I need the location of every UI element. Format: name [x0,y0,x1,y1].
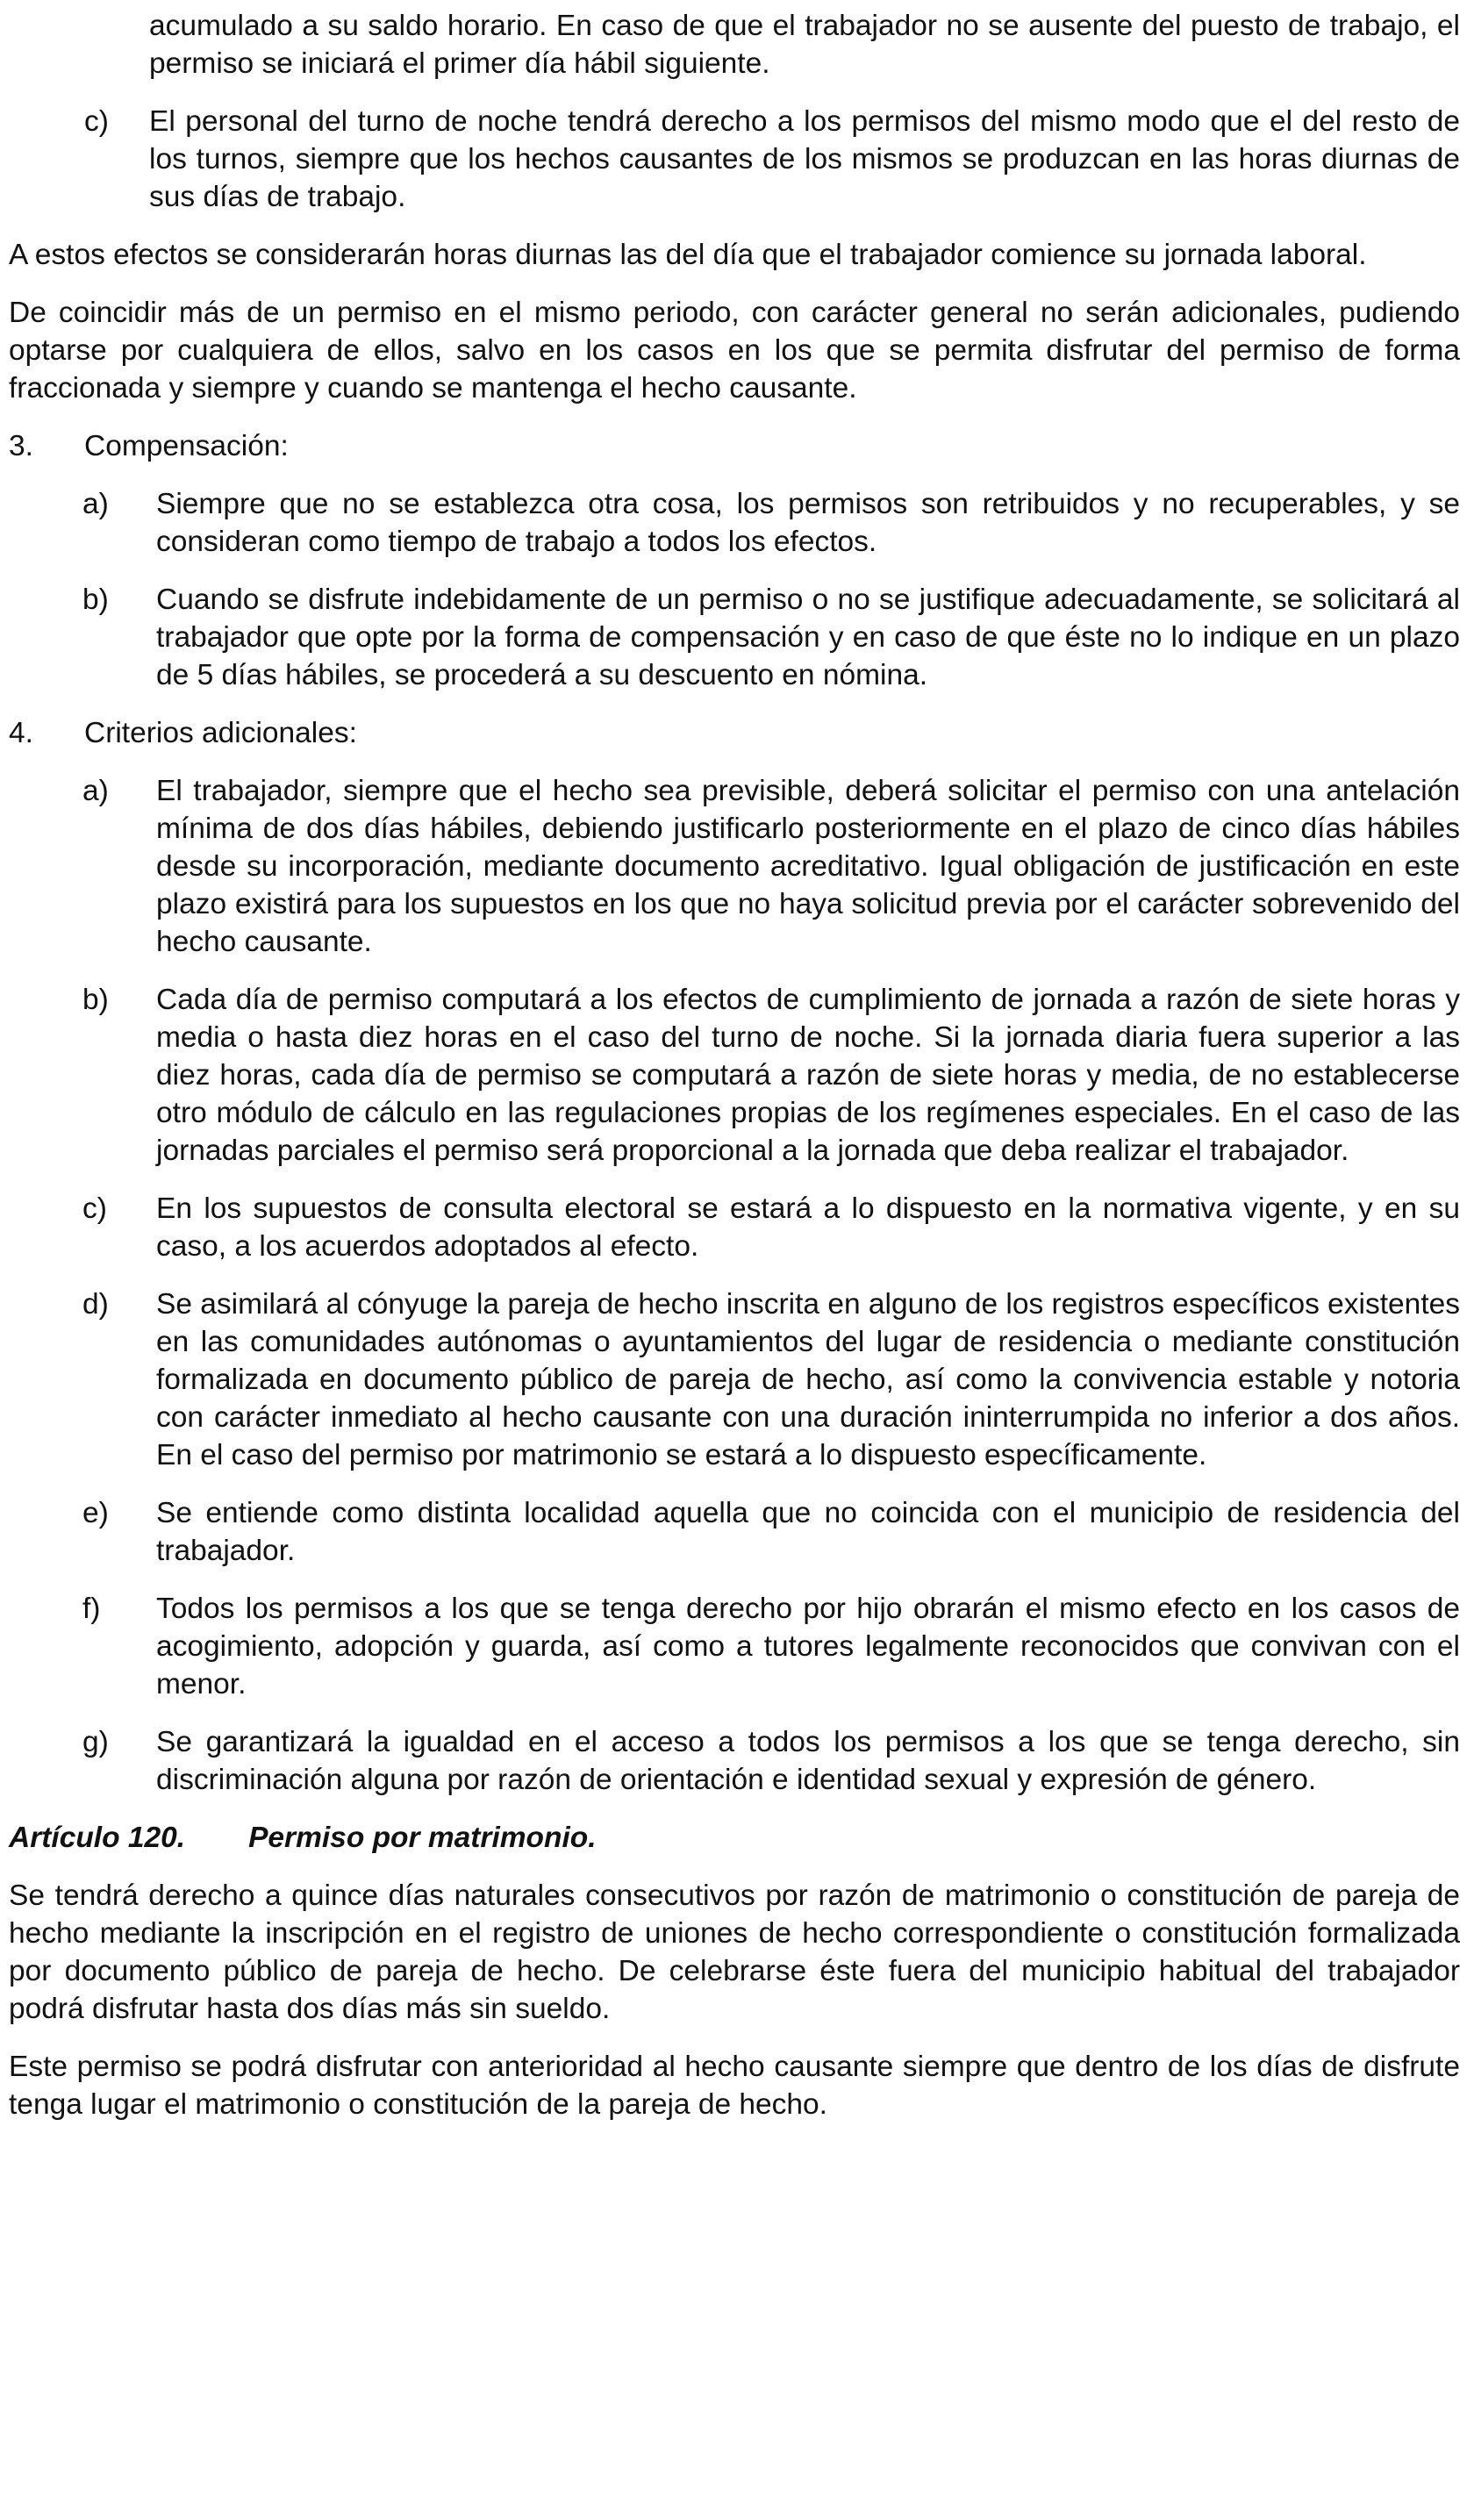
paragraph-horas-diurnas: A estos efectos se considerarán horas diurnas las del día que el trabajador comience su jornada laboral. [9,239,1367,271]
list-item-label: e) [82,1497,109,1529]
list-item [9,1190,1460,1265]
list-item-label: g) [82,1726,109,1758]
article-paragraph: Este permiso se podrá disfrutar con anterioridad al hecho causante siempre que dentro de los días de disfrute tenga lugar el matrimonio o constitución de la pareja de hecho. [9,2051,1460,2121]
list-item-text: Todos los permisos a los que se tenga derecho por hijo obrarán el mismo efecto en los casos de acogimiento, adopción y guarda, así como a tutores legalmente reconocidos que convivan con el menor. [156,1593,1460,1700]
list-item-label: c) [84,105,109,138]
list-item [9,1723,1460,1799]
list-item-text: Se garantizará la igualdad en el acceso a todos los permisos a los que se tenga derecho, sin discriminación alguna por razón de orientación e identidad sexual y expresión de género. [156,1726,1460,1796]
list-item-text: El personal del turno de noche tendrá derecho a los permisos del mismo modo que el del resto de los turnos, siempre que los hechos causantes de los mismos se produzcan en las horas diurnas de sus días de trabajo. [149,105,1460,213]
document-page [9,7,1460,2144]
list-item [9,1285,1460,1474]
article-number: Artículo 120. [9,1822,186,1854]
paragraph-coincidir-permisos: De coincidir más de un permiso en el mismo periodo, con carácter general no serán adicionales, pudiendo optarse por cualquiera de ellos, salvo en los casos en los que se permita disfrutar del permiso de forma fraccionada y siempre y cuando se mantenga el hecho causante. [9,297,1460,404]
list-item [9,772,1460,961]
section-number: 4. [9,717,33,749]
list-item-text: Siempre que no se establezca otra cosa, los permisos son retribuidos y no recuperables, y se consideran como tiempo de trabajo a todos los efectos. [156,488,1460,558]
list-item-text: Se asimilará al cónyuge la pareja de hecho inscrita en alguno de los registros específicos existentes en las comunidades autónomas o ayuntamientos del lugar de residencia o mediante constitución formalizada en documento público de pareja de hecho, así como la convivencia estable y notoria con carácter inmediato al hecho causante con una duración ininterrumpida no inferior a dos años. En el caso del permiso por matrimonio se estará a lo dispuesto específicamente. [156,1288,1461,1471]
list-item [9,1590,1460,1703]
list-item-label: b) [82,583,109,616]
list-item [9,981,1460,1170]
list-item-label: d) [82,1288,109,1321]
list-item [9,485,1460,561]
list-item-c-night-shift [9,103,1460,216]
list-item-label: a) [82,775,109,807]
section-title: Criterios adicionales: [84,717,357,749]
article-heading [9,1819,1460,1857]
list-item-label: a) [82,488,109,520]
list-item [9,1494,1460,1570]
section-heading-criterios [9,714,1460,752]
list-item-text: Cada día de permiso computará a los efectos de cumplimiento de jornada a razón de siete horas y media o hasta diez horas en el caso del turno de noche. Si la jornada diaria fuera superior a las diez horas, cada día de permiso se computará a razón de siete horas y media, de no establecerse otro módulo de cálculo en las regulaciones propias de los regímenes especiales. En el caso de las jornadas parciales el permiso será proporcional a la jornada que deba realizar el trabajador. [156,984,1460,1167]
list-item-label: b) [82,984,109,1016]
list-item-text: El trabajador, siempre que el hecho sea previsible, deberá solicitar el permiso con una antelación mínima de dos días hábiles, debiendo justificarlo posteriormente en el plazo de cinco días hábiles desde su incorporación, mediante documento acreditativo. Igual obligación de justificación en este plazo existirá para los supuestos en los que no haya solicitud previa por el carácter sobrevenido del hecho causante. [156,775,1460,958]
list-item-text: Se entiende como distinta localidad aquella que no coincida con el municipio de residencia del trabajador. [156,1497,1460,1567]
list-item-label: f) [82,1593,101,1625]
section-title: Compensación: [84,430,289,462]
article-paragraph: Se tendrá derecho a quince días naturales consecutivos por razón de matrimonio o constitución de pareja de hecho mediante la inscripción en el registro de uniones de hecho correspondiente o constitución formalizada por documento público de pareja de hecho. De celebrarse éste fuera del municipio habitual del trabajador podrá disfrutar hasta dos días más sin sueldo. [9,1879,1460,2025]
list-item [9,581,1460,694]
list-item-text: acumulado a su saldo horario. En caso de que el trabajador no se ausente del puesto de trabajo, el permiso se iniciará el primer día hábil siguiente. [149,10,1460,80]
section-heading-compensacion [9,427,1460,465]
section-number: 3. [9,430,33,462]
list-item-text: En los supuestos de consulta electoral se estará a lo dispuesto en la normativa vigente, y en su caso, a los acuerdos adoptados al efecto. [156,1192,1460,1263]
list-item-continuation [9,7,1460,82]
list-item-label: c) [82,1192,107,1225]
article-title: Permiso por matrimonio. [248,1822,597,1854]
list-item-text: Cuando se disfrute indebidamente de un permiso o no se justifique adecuadamente, se solicitará al trabajador que opte por la forma de compensación y en caso de que éste no lo indique en un plazo de 5 días hábiles, se procederá a su descuento en nómina. [156,583,1460,691]
